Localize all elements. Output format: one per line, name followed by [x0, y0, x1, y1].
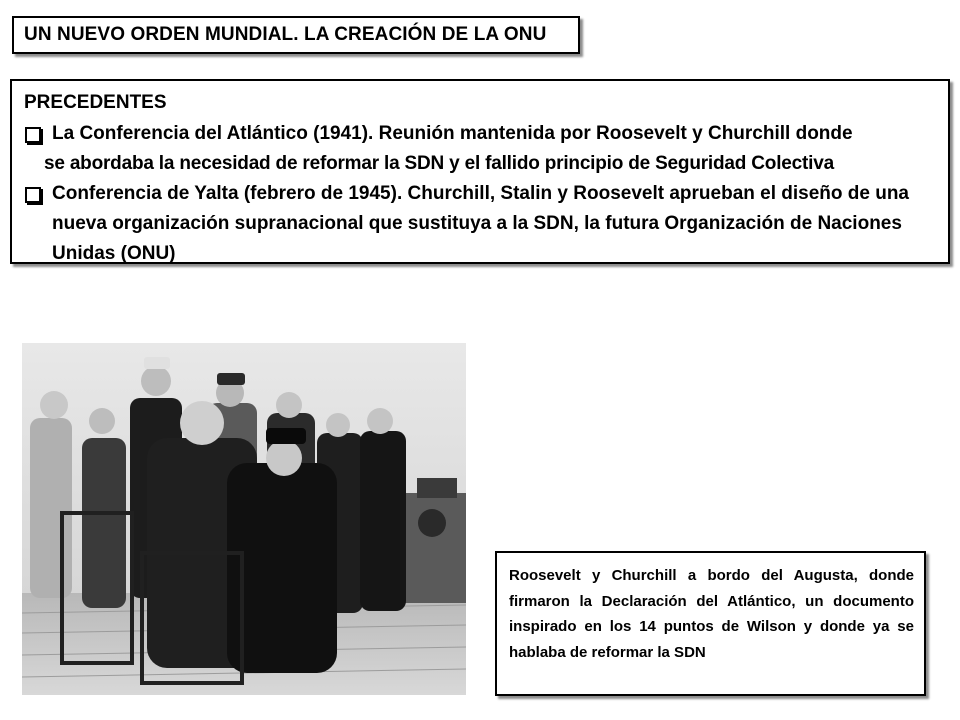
checkbox-bullet-icon: [25, 127, 41, 143]
bullet-text-line: se abordaba la necesidad de reformar la SDN y el fallido principio de Seguridad Colectiva: [44, 153, 834, 174]
photo-caption-text: Roosevelt y Churchill a bordo del Augusta, donde firmaron la Declaración del Atlántico, un documento inspirado en los 14 puntos de Wilson y donde ya se hablaba de reformar la SDN: [509, 567, 914, 661]
photo-caption: [495, 551, 926, 696]
slide-title-text: UN NUEVO ORDEN MUNDIAL. LA CREACIÓN DE LA ONU: [24, 24, 547, 45]
slide-title: [12, 16, 580, 54]
precedents-box: [10, 79, 950, 264]
precedents-heading: PRECEDENTES: [24, 92, 167, 113]
bullet-text-line: La Conferencia del Atlántico (1941). Reunión mantenida por Roosevelt y Churchill donde: [52, 123, 853, 144]
bullet-item-atlantic-conference: [24, 119, 940, 179]
bullet-item-yalta-conference: [24, 179, 940, 269]
checkbox-bullet-icon: [25, 187, 41, 203]
bullet-text: Conferencia de Yalta (febrero de 1945). Churchill, Stalin y Roosevelt aprueban el diseño de una nueva organización supranacional que sustituya a la SDN, la futura Organización de Naciones Unidas (ONU): [52, 183, 910, 264]
historical-photo: [22, 343, 466, 695]
